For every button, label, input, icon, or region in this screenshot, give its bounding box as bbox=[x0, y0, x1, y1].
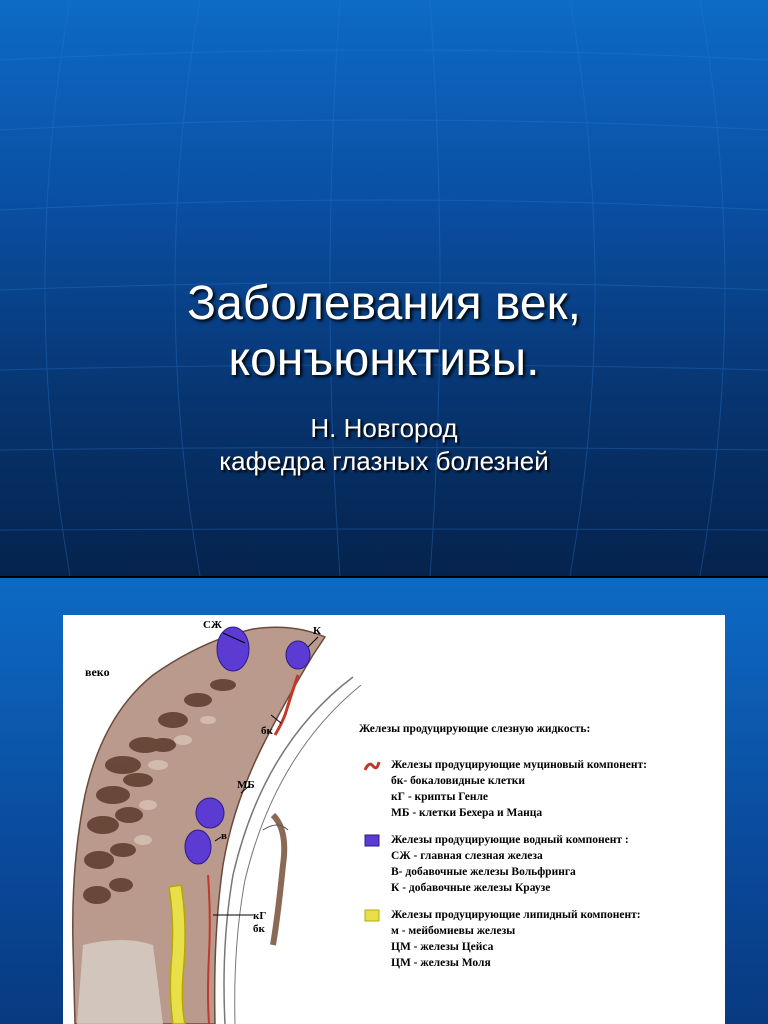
legend-line: К - добавочные железы Краузе bbox=[391, 882, 551, 894]
yellow-lipid-swatch-icon bbox=[363, 909, 381, 922]
legend-line: бк- бокаловидные клетки bbox=[391, 775, 525, 787]
red-mucin-swatch-icon bbox=[363, 759, 381, 772]
legend-group-lipid bbox=[359, 907, 719, 971]
label-veko: веко bbox=[85, 665, 110, 679]
legend-line: В- добавочные железы Вольфринга bbox=[391, 866, 576, 878]
subtitle-department: кафедра глазных болезней bbox=[219, 446, 549, 476]
legend-line: м - мейбомиевы железы bbox=[391, 925, 516, 937]
legend-heading: Железы продуцирующие слезную жидкость: bbox=[359, 723, 591, 735]
legend-line: Железы продуцирующие муциновый компонент: bbox=[391, 759, 647, 771]
title-line-1: Заболевания век, bbox=[187, 277, 581, 330]
label-k: К bbox=[313, 625, 321, 637]
legend-group-mucin bbox=[359, 757, 719, 821]
label-bk-top: бк bbox=[261, 725, 273, 737]
legend-line: СЖ - главная слезная железа bbox=[391, 850, 543, 862]
legend-line: ЦМ - железы Цейса bbox=[391, 941, 494, 953]
legend-line: кГ - крипты Генле bbox=[391, 791, 489, 803]
legend-line: Железы продуцирующие водный компонент : bbox=[391, 834, 629, 846]
legend-line: МБ - клетки Бехера и Манца bbox=[391, 807, 543, 819]
legend-line: Железы продуцирующие липидный компонент: bbox=[391, 909, 641, 921]
purple-aqueous-swatch-icon bbox=[363, 834, 381, 847]
label-kg: кГ bbox=[253, 910, 267, 922]
subtitle-block bbox=[0, 412, 768, 478]
legend-group-aqueous bbox=[359, 832, 719, 896]
label-mb: МБ bbox=[237, 779, 255, 791]
title-line-2: конъюнктивы. bbox=[228, 333, 540, 386]
subtitle-city: Н. Новгород bbox=[310, 413, 458, 443]
legend bbox=[359, 723, 719, 982]
eyelid-gland-figure bbox=[63, 615, 725, 1024]
label-szh: СЖ bbox=[203, 619, 222, 631]
label-v: в bbox=[221, 830, 227, 842]
main-lacrimal-gland-cluster bbox=[217, 627, 249, 671]
label-bk-bottom: бк bbox=[253, 923, 265, 935]
title-block bbox=[0, 276, 768, 388]
diagram-slide bbox=[0, 578, 768, 1024]
legend-line: ЦМ - железы Моля bbox=[391, 957, 491, 969]
